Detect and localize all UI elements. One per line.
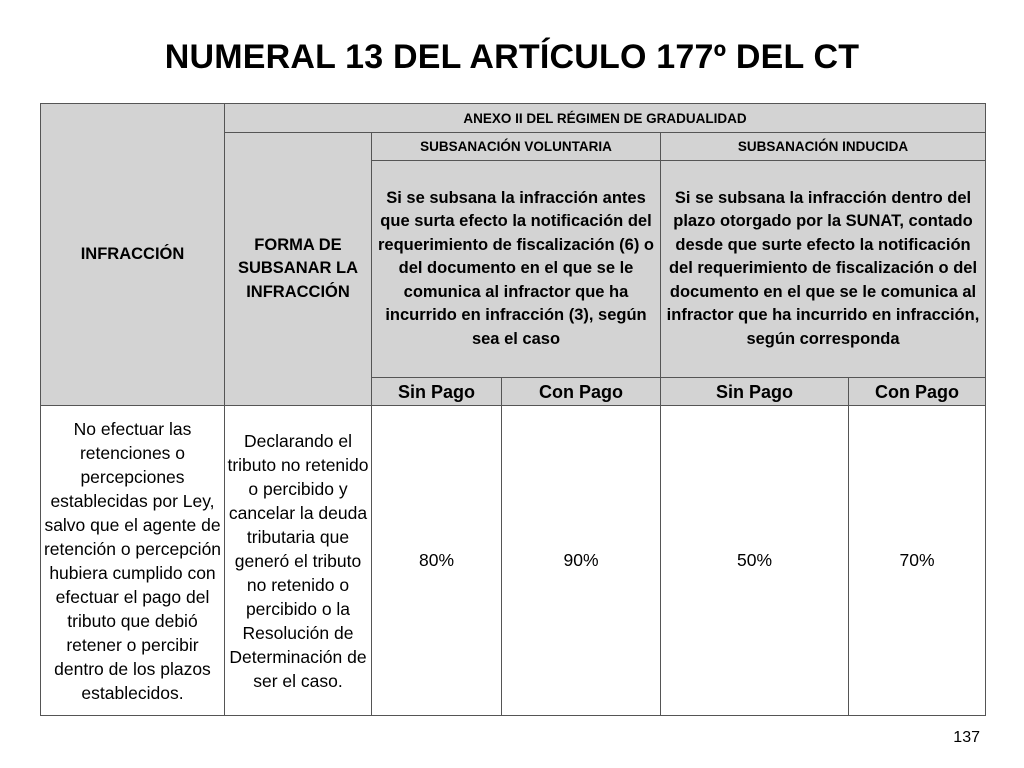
page-number: 137 [953,729,980,746]
header-subsanacion-inducida: SUBSANACIÓN INDUCIDA [661,133,986,161]
cell-voluntaria-sin-pago: 80% [372,406,502,716]
cell-inducida-con-pago: 70% [849,406,986,716]
cell-voluntaria-con-pago: 90% [502,406,661,716]
header-voluntaria-sin-pago: Sin Pago [372,378,502,406]
page-title: NUMERAL 13 DEL ARTÍCULO 177º DEL CT [164,38,860,76]
header-inducida-con-pago: Con Pago [849,378,986,406]
header-inducida-sin-pago: Sin Pago [661,378,849,406]
cell-inducida-sin-pago: 50% [661,406,849,716]
gradualidad-table [40,103,986,716]
table-row [41,406,986,716]
header-voluntaria-description: Si se subsana la infracción antes que surta efecto la notificación del requerimiento de fiscalización (6) o del documento en el que se le comunica al infractor que ha incurrido en infracción (3), según sea el caso [372,161,661,378]
header-anexo: ANEXO II DEL RÉGIMEN DE GRADUALIDAD [225,104,986,133]
header-voluntaria-con-pago: Con Pago [502,378,661,406]
header-infraccion: INFRACCIÓN [41,104,225,406]
header-forma-subsanar: FORMA DE SUBSANAR LA INFRACCIÓN [225,133,372,406]
header-inducida-description: Si se subsana la infracción dentro del plazo otorgado por la SUNAT, contado desde que surte efecto la notificación del requerimiento de fiscalización o del documento en el que se le comunica al infractor que ha incurrido en infracción, según corresponda [661,161,986,378]
header-subsanacion-voluntaria: SUBSANACIÓN VOLUNTARIA [372,133,661,161]
cell-infraccion: No efectuar las retenciones o percepciones establecidas por Ley, salvo que el agente de retención o percepción hubiera cumplido con efectuar el pago del tributo que debió retener o percibir dentro de los plazos establecidos. [41,406,225,716]
cell-forma-subsanar: Declarando el tributo no retenido o percibido y cancelar la deuda tributaria que generó el tributo no retenido o percibido o la Resolución de Determinación de ser el caso. [225,406,372,716]
